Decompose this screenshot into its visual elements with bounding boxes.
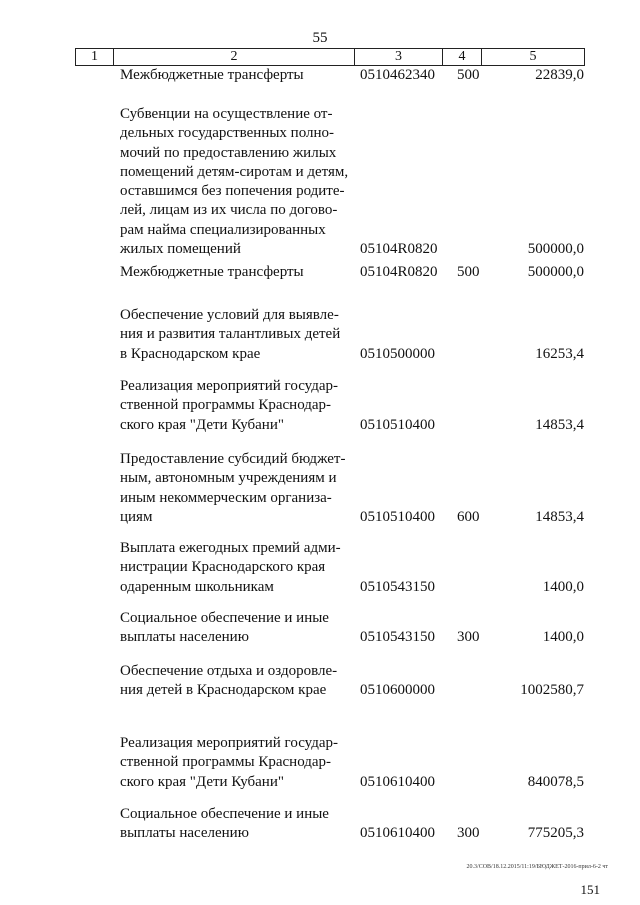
row-target-code: 0510462340 <box>360 67 435 83</box>
row-target-code: 0510600000 <box>360 682 435 699</box>
row-target-code: 0510510400 <box>360 416 435 433</box>
row-description-line: одаренным школьникам <box>120 578 274 595</box>
row-amount: 1400,0 <box>542 629 584 646</box>
footer-document-reference: 20.3/СОВ/18.12.2015/11:19/БЮДЖЕТ-2016-прил-6-2 чт <box>466 864 608 870</box>
row-amount: 16253,4 <box>535 345 584 362</box>
column-header-5: 5 <box>529 49 537 64</box>
row-description <box>120 306 358 364</box>
row-description <box>120 805 358 844</box>
row-description-line: ского края "Дети Кубани" <box>120 773 284 790</box>
row-target-code: 0510543150 <box>360 578 435 595</box>
row-expense-type: 500 <box>457 264 480 280</box>
row-target-code: 0510610400 <box>360 773 435 790</box>
row-description-line: ского края "Дети Кубани" <box>120 416 284 433</box>
row-description-line: Выплата ежегодных премий адми- <box>120 540 341 556</box>
row-description-line: Межбюджетные трансферты <box>120 264 304 280</box>
row-description-line: ния детей в Краснодарском крае <box>120 682 327 699</box>
row-expense-type: 300 <box>457 825 480 842</box>
row-description-line: ственной программы Краснодар- <box>120 397 332 414</box>
row-description-line: рам найма специализированных <box>120 221 326 238</box>
row-description <box>120 105 358 259</box>
row-amount: 775205,3 <box>527 825 584 842</box>
row-description-line: Социальное обеспечение и иные <box>120 806 329 822</box>
page-number-top: 55 <box>312 30 328 46</box>
column-header-row <box>75 48 585 66</box>
column-header-4: 4 <box>443 49 482 65</box>
row-description <box>120 662 358 701</box>
row-description-line: Реализация мероприятий государ- <box>120 378 338 394</box>
row-description <box>120 609 358 648</box>
row-description-line: жилых помещений <box>120 241 241 258</box>
row-target-code: 05104R0820 <box>360 241 438 258</box>
row-description <box>120 263 358 282</box>
row-target-code: 0510500000 <box>360 345 435 362</box>
row-amount: 1002580,7 <box>520 682 584 699</box>
row-description-line: ния и развития талантливых детей <box>120 326 341 343</box>
row-description-line: Межбюджетные трансферты <box>120 67 304 83</box>
row-expense-type: 500 <box>457 67 480 83</box>
row-description <box>120 66 358 85</box>
row-amount: 22839,0 <box>535 67 584 83</box>
row-target-code: 05104R0820 <box>360 264 438 280</box>
row-amount: 14853,4 <box>535 508 584 525</box>
row-description-line: в Краснодарском крае <box>120 345 261 362</box>
row-expense-type: 600 <box>457 508 480 525</box>
row-description-line: выплаты населению <box>120 629 249 646</box>
page-number-bottom: 151 <box>580 882 600 897</box>
row-description <box>120 377 358 435</box>
row-description-line: мочий по предоставлению жилых <box>120 144 337 161</box>
row-description-line: ным, автономным учреждениям и <box>120 470 337 487</box>
row-description-line: помещений детям-сиротам и детям, <box>120 163 349 180</box>
row-description-line: лей, лицам из их числа по догово- <box>120 202 338 219</box>
row-amount: 500000,0 <box>527 264 584 280</box>
row-description-line: циям <box>120 508 153 525</box>
row-target-code: 0510610400 <box>360 825 435 842</box>
row-description-line: Предоставление субсидий бюджет- <box>120 451 346 467</box>
row-expense-type: 300 <box>457 629 480 646</box>
column-header-1: 1 <box>76 49 114 65</box>
row-description <box>120 450 358 527</box>
row-description-line: выплаты населению <box>120 825 249 842</box>
column-header-2: 2 <box>114 49 355 65</box>
row-target-code: 0510510400 <box>360 508 435 525</box>
row-description-line: Реализация мероприятий государ- <box>120 735 338 751</box>
row-description-line: ственной программы Краснодар- <box>120 754 332 771</box>
row-description-line: нистрации Краснодарского края <box>120 559 326 576</box>
row-amount: 840078,5 <box>527 773 584 790</box>
row-description <box>120 539 358 597</box>
row-description-line: Социальное обеспечение и иные <box>120 610 329 626</box>
row-description-line: Обеспечение отдыха и оздоровле- <box>120 663 338 679</box>
row-description <box>120 734 358 792</box>
row-description-line: Обеспечение условий для выявле- <box>120 307 339 323</box>
row-description-line: иным некоммерческим организа- <box>120 489 332 506</box>
row-amount: 500000,0 <box>527 241 584 258</box>
row-description-line: дельных государственных полно- <box>120 125 335 142</box>
row-description-line: оставшимся без попечения родите- <box>120 183 345 200</box>
column-header-3: 3 <box>355 49 443 65</box>
row-amount: 14853,4 <box>535 416 584 433</box>
row-amount: 1400,0 <box>542 578 584 595</box>
row-description-line: Субвенции на осуществление от- <box>120 106 333 122</box>
row-target-code: 0510543150 <box>360 629 435 646</box>
